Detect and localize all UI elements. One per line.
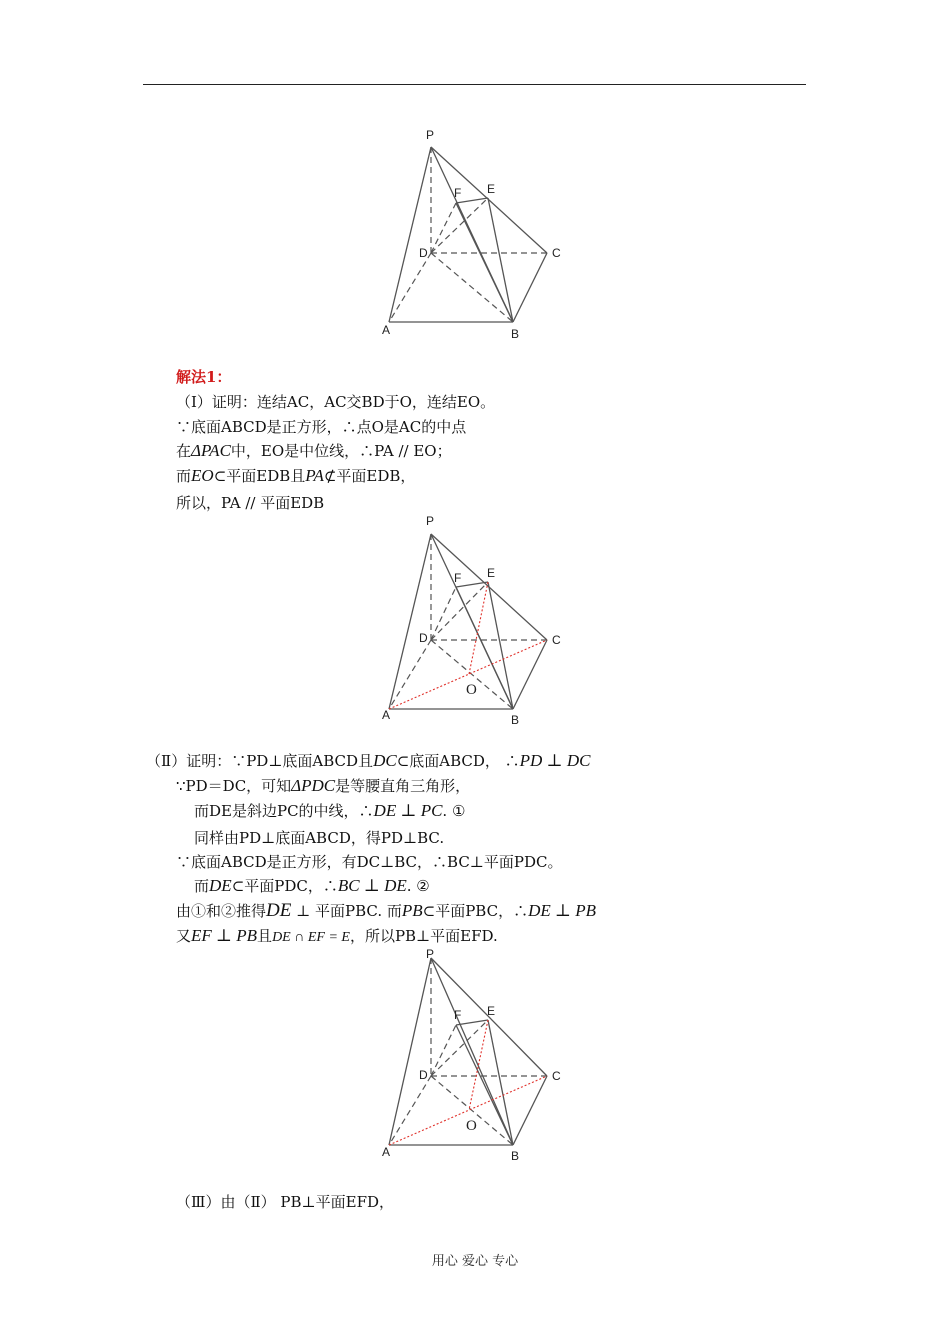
label-A: A [382, 708, 391, 722]
figure-2-svg [370, 512, 570, 732]
figure-3 [370, 948, 570, 1168]
edge-FB [456, 1025, 513, 1145]
label-P: P [426, 128, 435, 142]
label-B: B [511, 327, 520, 341]
p1-line3-pre: 在 [176, 442, 192, 460]
p2-line6-mid: ⊂平面PDC，∴ [231, 877, 338, 895]
p2-line2-pre: ∵PD＝DC，可知 [176, 777, 292, 795]
p2-line8-m2: DE ∩ EF = E [272, 930, 350, 945]
p2-line7-m1: DE [266, 900, 292, 921]
edge-DF [431, 203, 456, 253]
p2-line8 [176, 927, 498, 947]
label-O: O [466, 1118, 477, 1134]
figure-2 [370, 512, 570, 732]
red-edge-AC [389, 1076, 547, 1145]
p2-line4: 同样由PD⊥底面ABCD，得PD⊥BC. [194, 829, 445, 847]
edge-DA [389, 640, 431, 709]
p2-line7-mid1: ⊥ 平面PBC. 而 [291, 902, 402, 920]
p3-line1: （Ⅲ）由（Ⅱ） PB⊥平面EFD， [176, 1193, 395, 1211]
label-F: F [454, 1008, 462, 1022]
p2-line3-m: DE ⊥ PC [373, 801, 443, 820]
p1-line2: ∵底面ABCD是正方形，∴点O是AC的中点 [176, 418, 467, 436]
edge-DF [431, 587, 456, 640]
edge-DE [431, 198, 488, 253]
p2-line2 [176, 777, 470, 795]
p1-line4-m1: EO [191, 466, 214, 485]
p1-line3 [176, 442, 452, 460]
p2-line7-pre: 由①和②推得 [176, 902, 267, 920]
p2-line5: ∵底面ABCD是正方形，有DC⊥BC，∴BC⊥平面PDC。 [176, 853, 563, 871]
edge-DA [389, 1076, 431, 1145]
edge-BC [513, 640, 547, 709]
p2-line6 [194, 877, 430, 895]
p1-line4-m2: PA [305, 466, 324, 485]
p2-line6-m1: DE [209, 876, 232, 895]
red-edge-AC [389, 640, 547, 709]
solution-label: 解法1： [176, 368, 232, 386]
edge-DA [389, 253, 431, 322]
red-edge-EO [469, 1020, 488, 1110]
p1-line4-post: ⊄平面EDB， [323, 467, 416, 485]
edge-FB [456, 587, 513, 709]
label-B: B [511, 1149, 520, 1163]
red-edge-EO [469, 582, 488, 674]
p1-line3-post: 中，EO是中位线，∴PA // EO； [230, 442, 452, 460]
p2-line2-post: 是等腰直角三角形， [335, 777, 471, 795]
label-F: F [454, 186, 462, 200]
edge-BC [513, 253, 547, 322]
edge-BC [513, 1076, 547, 1145]
label-F: F [454, 571, 462, 585]
p2-line7-m3: DE ⊥ PB [528, 901, 597, 920]
p2-line3 [194, 802, 465, 820]
label-E: E [487, 566, 496, 580]
p2-line1-m2: PD ⊥ DC [519, 751, 591, 770]
p2-line7 [176, 902, 596, 920]
label-C: C [552, 1069, 561, 1083]
p2-line6-pre: 而 [194, 877, 210, 895]
edge-DB [431, 640, 513, 709]
edge-EB [488, 198, 513, 322]
p2-line1-mid: ⊂底面ABCD， ∴ [396, 752, 520, 770]
edge-PA [389, 534, 431, 709]
edge-PA [389, 958, 431, 1145]
p2-line6-post: . ② [406, 877, 430, 895]
edge-PB [431, 958, 513, 1145]
p2-line3-post: . ① [442, 802, 466, 820]
edge-EB [488, 582, 513, 709]
edge-FB [456, 203, 513, 322]
p2-line1-m1: DC [373, 751, 397, 770]
figure-1 [370, 125, 570, 345]
p2-line8-post: ，所以PB⊥平面EFD. [349, 927, 498, 945]
label-E: E [487, 182, 496, 196]
label-B: B [511, 713, 520, 727]
p2-line3-pre: 而DE是斜边PC的中线，∴ [194, 802, 374, 820]
p2-line8-pre: 又 [176, 927, 192, 945]
p2-line1-pre: （Ⅱ）证明：∵PD⊥底面ABCD且 [146, 752, 374, 770]
p2-line2-m: ΔPDC [291, 776, 336, 795]
edge-EB [488, 1020, 513, 1145]
p1-line1: （Ⅰ）证明：连结AC，AC交BD于O，连结EO。 [176, 393, 496, 411]
p2-line6-m2: BC ⊥ DE [337, 876, 407, 895]
label-O: O [466, 682, 477, 698]
header-rule [143, 84, 806, 85]
label-A: A [382, 1145, 391, 1159]
p1-line4-mid1: ⊂平面EDB且 [213, 467, 306, 485]
label-D: D [419, 246, 428, 260]
p1-line4 [176, 467, 415, 485]
figure-1-svg [370, 125, 570, 345]
p1-line4-pre: 而 [176, 467, 192, 485]
label-A: A [382, 323, 391, 337]
edge-DF [431, 1025, 456, 1076]
page-footer: 用心 爱心 专心 [431, 1254, 519, 1269]
edge-PA [389, 147, 431, 322]
p1-line5: 所以，PA // 平面EDB [176, 494, 325, 512]
p2-line8-m1: EF ⊥ PB [191, 926, 258, 945]
figure-3-svg [370, 948, 570, 1168]
label-P: P [426, 514, 435, 528]
p2-line7-m2: PB [401, 901, 423, 920]
p1-line3-math: ΔPAC [191, 441, 231, 460]
p2-line1 [146, 752, 590, 770]
edge-DE [431, 582, 488, 640]
label-D: D [419, 1068, 428, 1082]
p2-line7-mid2: ⊂平面PBC，∴ [422, 902, 529, 920]
label-E: E [487, 1004, 496, 1018]
label-D: D [419, 631, 428, 645]
p2-line8-mid: 且 [257, 927, 273, 945]
label-P: P [426, 948, 435, 961]
label-C: C [552, 633, 561, 647]
label-C: C [552, 246, 561, 260]
